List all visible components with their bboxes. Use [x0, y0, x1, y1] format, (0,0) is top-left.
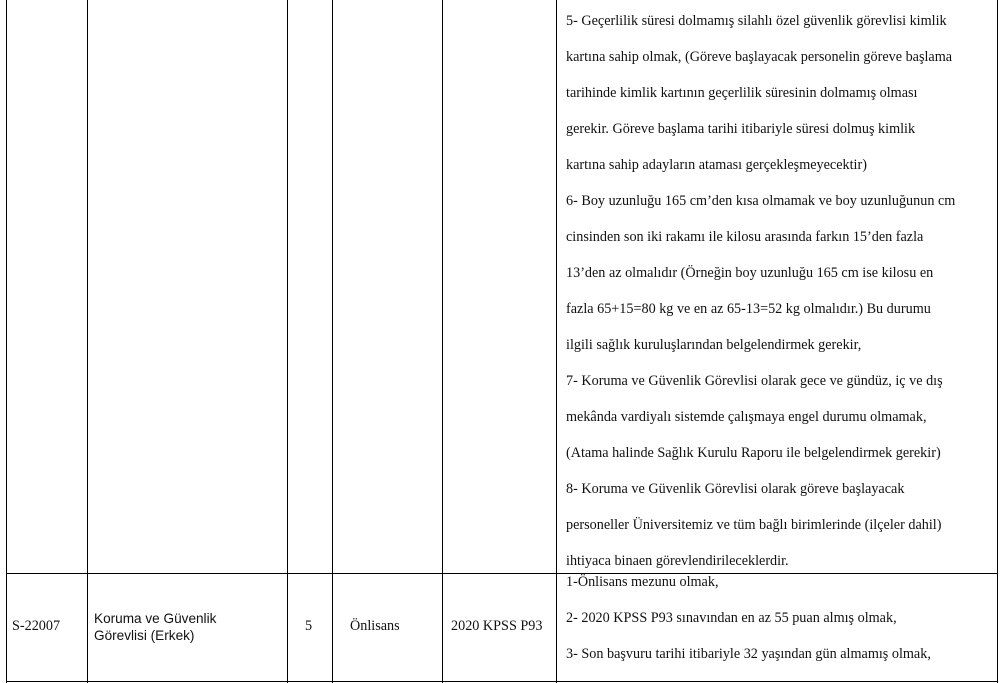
requirement-line: 2- 2020 KPSS P93 sınavından en az 55 puan almış olmak, — [566, 610, 897, 626]
column-border — [6, 0, 7, 683]
requirement-line: (Atama halinde Sağlık Kurulu Raporu ile belgelendirmek gerekir) — [566, 445, 941, 461]
requirement-line: kartına sahip olmak, (Göreve başlayacak personelin göreve başlama — [566, 49, 953, 65]
requirement-line: gerekir. Göreve başlama tarihi itibariyle süresi dolmuş kimlik — [566, 121, 916, 137]
column-border — [997, 0, 998, 683]
requirement-line: 1-Önlisans mezunu olmak, — [566, 574, 719, 590]
requirement-line: 5- Geçerlilik süresi dolmamış silahlı özel güvenlik görevlisi kimlik — [566, 13, 947, 29]
requirement-line: cinsinden son iki rakamı ile kilosu arasında farkın 15’den fazla — [566, 229, 924, 245]
row-border — [6, 681, 998, 682]
column-border — [287, 0, 288, 683]
column-border — [442, 0, 443, 683]
column-border — [556, 0, 557, 683]
requirement-line: personeller Üniversitemiz ve tüm bağlı birimlerinde (ilçeler dahil) — [566, 517, 942, 533]
column-border — [87, 0, 88, 683]
requirement-line: mekânda vardiyalı sistemde çalışmaya engel durumu olmamak, — [566, 409, 927, 425]
position-title-line: Koruma ve Güvenlik — [94, 611, 217, 626]
requirement-line: 3- Son başvuru tarihi itibariyle 32 yaşından gün almamış olmak, — [566, 646, 931, 662]
requirement-line: ihtiyaca binaen görevlendirileceklerdir. — [566, 553, 789, 569]
position-code: S-22007 — [12, 618, 61, 634]
education-level: Önlisans — [350, 618, 400, 634]
requirement-line: ilgili sağlık kuruluşlarından belgelendirmek gerekir, — [566, 337, 862, 353]
position-title-line: Görevlisi (Erkek) — [94, 628, 195, 643]
position-title — [94, 610, 216, 644]
requirement-line: 6- Boy uzunluğu 165 cm’den kısa olmamak ve boy uzunluğunun cm — [566, 193, 956, 209]
position-requirements — [566, 564, 994, 672]
requirement-line: tarihinde kimlik kartının geçerlilik süresinin dolmamış olması — [566, 85, 918, 101]
column-border — [332, 0, 333, 683]
position-count: 5 — [305, 618, 313, 634]
requirement-line: kartına sahip adayların ataması gerçekleşmeyecektir) — [566, 157, 867, 173]
requirements-continued — [566, 3, 994, 579]
requirement-line: 8- Koruma ve Güvenlik Görevlisi olarak göreve başlayacak — [566, 481, 905, 497]
requirement-line: fazla 65+15=80 kg ve en az 65-13=52 kg olmalıdır.) Bu durumu — [566, 301, 931, 317]
exam-type: 2020 KPSS P93 — [451, 618, 543, 634]
requirement-line: 13’den az olmalıdır (Örneğin boy uzunluğu 165 cm ise kilosu en — [566, 265, 934, 281]
requirement-line: 7- Koruma ve Güvenlik Görevlisi olarak gece ve gündüz, iç ve dış — [566, 373, 943, 389]
